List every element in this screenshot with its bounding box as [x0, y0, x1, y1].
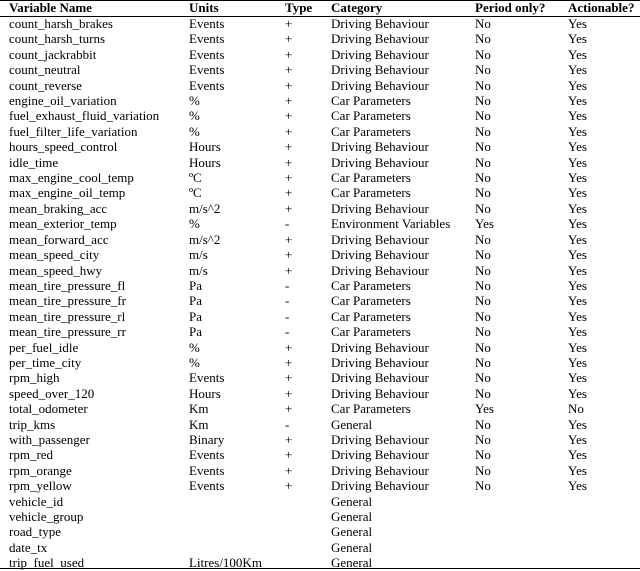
- cell-actionable: Yes: [568, 216, 587, 232]
- cell-period-only: No: [475, 108, 491, 124]
- table-row: [0, 524, 640, 539]
- cell-variable-name: trip_fuel_used: [9, 555, 85, 571]
- cell-type: +: [285, 354, 293, 370]
- cell-period-only: No: [475, 93, 491, 109]
- cell-period-only: No: [475, 77, 491, 93]
- cell-period-only: No: [475, 293, 491, 309]
- table-row: [0, 47, 640, 62]
- cell-variable-name: mean_tire_pressure_rl: [9, 308, 126, 324]
- cell-type: +: [285, 370, 293, 386]
- cell-units: %: [189, 108, 200, 124]
- table-row: [0, 478, 640, 493]
- cell-variable-name: vehicle_group: [9, 509, 84, 524]
- cell-actionable: [568, 540, 640, 555]
- cell-variable-name: mean_exterior_temp: [9, 216, 117, 232]
- table-row: [0, 108, 640, 123]
- cell-period-only: No: [475, 385, 491, 401]
- cell-variable-name: idle_time: [9, 154, 59, 170]
- cell-actionable: Yes: [568, 447, 587, 463]
- table-row: [0, 355, 640, 370]
- cell-type: +: [285, 385, 293, 401]
- cell-variable-name: mean_tire_pressure_fr: [9, 293, 126, 309]
- table-row: [0, 201, 640, 216]
- cell-variable-name: count_reverse: [9, 77, 82, 93]
- cell-category: Driving Behaviour: [331, 16, 429, 31]
- cell-actionable: Yes: [568, 16, 587, 31]
- cell-actionable: Yes: [568, 139, 587, 155]
- cell-variable-name: road_type: [9, 524, 61, 540]
- cell-period-only: No: [475, 370, 491, 386]
- table-row: [0, 232, 640, 247]
- table-row: [0, 555, 640, 570]
- cell-category: Car Parameters: [331, 185, 411, 201]
- cell-units: m/s^2: [189, 231, 221, 247]
- cell-period-only: [475, 555, 568, 570]
- cell-period-only: No: [475, 431, 491, 447]
- cell-category: General: [331, 555, 373, 571]
- cell-type: +: [285, 77, 293, 93]
- cell-type: +: [285, 401, 293, 417]
- cell-category: Driving Behaviour: [331, 478, 429, 494]
- cell-period-only: No: [475, 262, 491, 278]
- cell-type: +: [285, 170, 293, 186]
- cell-actionable: Yes: [568, 354, 587, 370]
- cell-category: Car Parameters: [331, 401, 411, 417]
- cell-units: %: [189, 93, 200, 109]
- cell-units: m/s: [189, 262, 208, 278]
- cell-type: +: [285, 93, 293, 109]
- cell-variable-name: count_neutral: [9, 62, 81, 78]
- cell-type: [285, 555, 331, 570]
- cell-actionable: Yes: [568, 385, 587, 401]
- cell-period-only: No: [475, 416, 491, 432]
- cell-type: +: [285, 123, 293, 139]
- cell-units: Events: [189, 77, 225, 93]
- header-variable-name: Variable Name: [9, 0, 92, 15]
- table-row: [0, 78, 640, 93]
- cell-actionable: Yes: [568, 200, 587, 216]
- cell-variable-name: total_odometer: [9, 401, 88, 417]
- cell-units: Events: [189, 31, 225, 47]
- cell-type: -: [285, 416, 290, 432]
- cell-units: Events: [189, 478, 225, 494]
- cell-variable-name: mean_tire_pressure_fl: [9, 277, 126, 293]
- cell-period-only: Yes: [475, 401, 494, 417]
- table-row: [0, 293, 640, 308]
- cell-variable-name: rpm_high: [9, 370, 60, 386]
- cell-type: [285, 540, 331, 555]
- cell-category: General: [331, 539, 373, 555]
- table-row: [0, 494, 640, 509]
- cell-units: ºC: [189, 185, 202, 201]
- table-row: [0, 447, 640, 462]
- table-row: [0, 170, 640, 185]
- cell-actionable: Yes: [568, 154, 587, 170]
- cell-units: %: [189, 216, 200, 232]
- cell-period-only: No: [475, 62, 491, 78]
- cell-actionable: Yes: [568, 324, 587, 340]
- header-actionable: Actionable?: [568, 0, 635, 15]
- table-row: [0, 370, 640, 385]
- cell-variable-name: mean_braking_acc: [9, 200, 108, 216]
- cell-type: [285, 509, 331, 524]
- table-row: [0, 62, 640, 77]
- cell-category: Driving Behaviour: [331, 339, 429, 355]
- cell-period-only: No: [475, 123, 491, 139]
- cell-variable-name: mean_tire_pressure_rr: [9, 324, 126, 340]
- cell-category: Driving Behaviour: [331, 200, 429, 216]
- cell-variable-name: per_time_city: [9, 354, 82, 370]
- cell-category: Driving Behaviour: [331, 62, 429, 78]
- cell-actionable: [568, 509, 640, 524]
- cell-actionable: Yes: [568, 431, 587, 447]
- table-row: [0, 324, 640, 339]
- table-header: [0, 0, 640, 15]
- cell-units: %: [189, 354, 200, 370]
- cell-type: +: [285, 231, 293, 247]
- cell-units: [189, 524, 285, 539]
- cell-type: +: [285, 447, 293, 463]
- cell-actionable: Yes: [568, 170, 587, 186]
- cell-units: Pa: [189, 324, 202, 340]
- cell-period-only: No: [475, 339, 491, 355]
- cell-type: +: [285, 262, 293, 278]
- cell-type: +: [285, 339, 293, 355]
- cell-period-only: Yes: [475, 216, 494, 232]
- cell-actionable: Yes: [568, 93, 587, 109]
- cell-units: ºC: [189, 170, 202, 186]
- cell-category: Driving Behaviour: [331, 31, 429, 47]
- cell-category: General: [331, 524, 373, 540]
- cell-actionable: [568, 524, 640, 539]
- table-row: [0, 340, 640, 355]
- cell-category: Driving Behaviour: [331, 231, 429, 247]
- header-units: Units: [189, 0, 219, 15]
- cell-actionable: [568, 494, 640, 509]
- cell-units: Pa: [189, 293, 202, 309]
- cell-actionable: No: [568, 401, 584, 417]
- cell-variable-name: rpm_yellow: [9, 478, 72, 494]
- cell-units: Pa: [189, 277, 202, 293]
- cell-category: Car Parameters: [331, 324, 411, 340]
- cell-actionable: Yes: [568, 77, 587, 93]
- cell-variable-name: mean_speed_hwy: [9, 262, 103, 278]
- cell-type: +: [285, 46, 293, 62]
- cell-type: +: [285, 478, 293, 494]
- cell-units: Hours: [189, 139, 221, 155]
- cell-category: Driving Behaviour: [331, 447, 429, 463]
- cell-units: [189, 509, 285, 524]
- cell-actionable: Yes: [568, 231, 587, 247]
- cell-units: Pa: [189, 308, 202, 324]
- cell-type: [285, 494, 331, 509]
- cell-units: Events: [189, 447, 225, 463]
- cell-actionable: Yes: [568, 416, 587, 432]
- cell-variable-name: mean_forward_acc: [9, 231, 109, 247]
- table-row: [0, 386, 640, 401]
- cell-actionable: Yes: [568, 185, 587, 201]
- cell-type: -: [285, 293, 290, 309]
- cell-period-only: No: [475, 170, 491, 186]
- table-row: [0, 155, 640, 170]
- cell-units: m/s: [189, 247, 208, 263]
- cell-variable-name: trip_kms: [9, 416, 56, 432]
- cell-units: %: [189, 339, 200, 355]
- cell-category: Car Parameters: [331, 108, 411, 124]
- cell-category: Car Parameters: [331, 123, 411, 139]
- cell-category: Driving Behaviour: [331, 154, 429, 170]
- cell-actionable: Yes: [568, 308, 587, 324]
- header-row: [0, 0, 640, 15]
- cell-actionable: Yes: [568, 46, 587, 62]
- cell-actionable: Yes: [568, 262, 587, 278]
- cell-period-only: No: [475, 185, 491, 201]
- cell-units: Km: [189, 416, 209, 432]
- cell-period-only: No: [475, 277, 491, 293]
- cell-type: [285, 524, 331, 539]
- cell-actionable: Yes: [568, 277, 587, 293]
- table-row: [0, 185, 640, 200]
- cell-category: Environment Variables: [331, 216, 451, 232]
- cell-units: Km: [189, 401, 209, 417]
- cell-category: Car Parameters: [331, 308, 411, 324]
- cell-period-only: No: [475, 31, 491, 47]
- table-row: [0, 31, 640, 46]
- cell-category: Car Parameters: [331, 277, 411, 293]
- cell-actionable: Yes: [568, 31, 587, 47]
- cell-period-only: No: [475, 46, 491, 62]
- cell-variable-name: count_jackrabbit: [9, 46, 97, 62]
- cell-category: Driving Behaviour: [331, 247, 429, 263]
- cell-actionable: Yes: [568, 462, 587, 478]
- cell-units: Hours: [189, 385, 221, 401]
- cell-period-only: No: [475, 139, 491, 155]
- table-row: [0, 309, 640, 324]
- cell-category: Driving Behaviour: [331, 139, 429, 155]
- cell-actionable: Yes: [568, 293, 587, 309]
- cell-category: Driving Behaviour: [331, 431, 429, 447]
- cell-type: +: [285, 185, 293, 201]
- cell-period-only: [475, 494, 568, 509]
- cell-type: +: [285, 139, 293, 155]
- cell-actionable: Yes: [568, 370, 587, 386]
- cell-variable-name: fuel_exhaust_fluid_variation: [9, 108, 160, 124]
- cell-period-only: No: [475, 308, 491, 324]
- cell-variable-name: count_harsh_turns: [9, 31, 106, 47]
- cell-type: +: [285, 247, 293, 263]
- cell-category: Car Parameters: [331, 170, 411, 186]
- cell-period-only: No: [475, 462, 491, 478]
- cell-variable-name: speed_over_120: [9, 385, 95, 401]
- cell-type: +: [285, 16, 293, 31]
- cell-variable-name: per_fuel_idle: [9, 339, 79, 355]
- cell-units: m/s^2: [189, 200, 221, 216]
- cell-category: Car Parameters: [331, 93, 411, 109]
- cell-type: +: [285, 154, 293, 170]
- cell-category: Driving Behaviour: [331, 385, 429, 401]
- cell-period-only: No: [475, 154, 491, 170]
- cell-period-only: [475, 509, 568, 524]
- cell-variable-name: max_engine_oil_temp: [9, 185, 126, 201]
- cell-category: Driving Behaviour: [331, 462, 429, 478]
- cell-variable-name: date_tx: [9, 539, 48, 555]
- cell-period-only: No: [475, 200, 491, 216]
- cell-period-only: [475, 540, 568, 555]
- table-row: [0, 15, 640, 31]
- cell-category: Car Parameters: [331, 293, 411, 309]
- table-row: [0, 417, 640, 432]
- cell-variable-name: fuel_filter_life_variation: [9, 123, 138, 139]
- cell-units: Litres/100Km: [189, 555, 262, 571]
- cell-period-only: No: [475, 478, 491, 494]
- table-row: [0, 509, 640, 524]
- cell-category: Driving Behaviour: [331, 354, 429, 370]
- cell-period-only: No: [475, 324, 491, 340]
- table-row: [0, 263, 640, 278]
- header-period-only: Period only?: [475, 0, 546, 15]
- cell-period-only: No: [475, 447, 491, 463]
- cell-units: Events: [189, 370, 225, 386]
- cell-period-only: No: [475, 16, 491, 31]
- cell-units: %: [189, 123, 200, 139]
- cell-variable-name: mean_speed_city: [9, 247, 100, 263]
- cell-variable-name: with_passenger: [9, 431, 90, 447]
- cell-type: -: [285, 216, 290, 232]
- cell-type: +: [285, 31, 293, 47]
- cell-period-only: No: [475, 231, 491, 247]
- cell-variable-name: vehicle_id: [9, 493, 64, 509]
- cell-type: +: [285, 108, 293, 124]
- cell-variable-name: engine_oil_variation: [9, 93, 117, 109]
- cell-units: Events: [189, 46, 225, 62]
- cell-units: [189, 494, 285, 509]
- cell-actionable: Yes: [568, 108, 587, 124]
- cell-units: Binary: [189, 431, 225, 447]
- cell-type: -: [285, 308, 290, 324]
- cell-actionable: Yes: [568, 62, 587, 78]
- cell-category: General: [331, 509, 373, 524]
- cell-period-only: [475, 524, 568, 539]
- cell-actionable: Yes: [568, 339, 587, 355]
- cell-actionable: Yes: [568, 478, 587, 494]
- cell-units: Hours: [189, 154, 221, 170]
- cell-type: +: [285, 62, 293, 78]
- cell-units: Events: [189, 16, 225, 31]
- header-type: Type: [285, 0, 313, 15]
- cell-category: Driving Behaviour: [331, 77, 429, 93]
- cell-type: +: [285, 462, 293, 478]
- cell-category: General: [331, 416, 373, 432]
- table-body: [0, 15, 640, 571]
- table-row: [0, 463, 640, 478]
- cell-actionable: Yes: [568, 247, 587, 263]
- cell-category: Driving Behaviour: [331, 46, 429, 62]
- cell-actionable: Yes: [568, 123, 587, 139]
- cell-variable-name: count_harsh_brakes: [9, 16, 113, 31]
- table-row: [0, 247, 640, 262]
- table-row: [0, 278, 640, 293]
- header-category: Category: [331, 0, 383, 15]
- cell-variable-name: hours_speed_control: [9, 139, 118, 155]
- cell-variable-name: rpm_orange: [9, 462, 72, 478]
- table-row: [0, 401, 640, 416]
- table-row: [0, 124, 640, 139]
- cell-period-only: No: [475, 247, 491, 263]
- cell-period-only: No: [475, 354, 491, 370]
- cell-type: -: [285, 324, 290, 340]
- table-row: [0, 93, 640, 108]
- cell-variable-name: rpm_red: [9, 447, 54, 463]
- table-row: [0, 432, 640, 447]
- table-row: [0, 139, 640, 154]
- cell-category: General: [331, 493, 373, 509]
- cell-type: -: [285, 277, 290, 293]
- cell-units: Events: [189, 462, 225, 478]
- cell-category: Driving Behaviour: [331, 370, 429, 386]
- cell-variable-name: max_engine_cool_temp: [9, 170, 134, 186]
- table-row: [0, 216, 640, 231]
- cell-units: [189, 540, 285, 555]
- cell-type: +: [285, 431, 293, 447]
- cell-actionable: [568, 555, 640, 570]
- cell-units: Events: [189, 62, 225, 78]
- table-row: [0, 540, 640, 555]
- cell-category: Driving Behaviour: [331, 262, 429, 278]
- cell-type: +: [285, 200, 293, 216]
